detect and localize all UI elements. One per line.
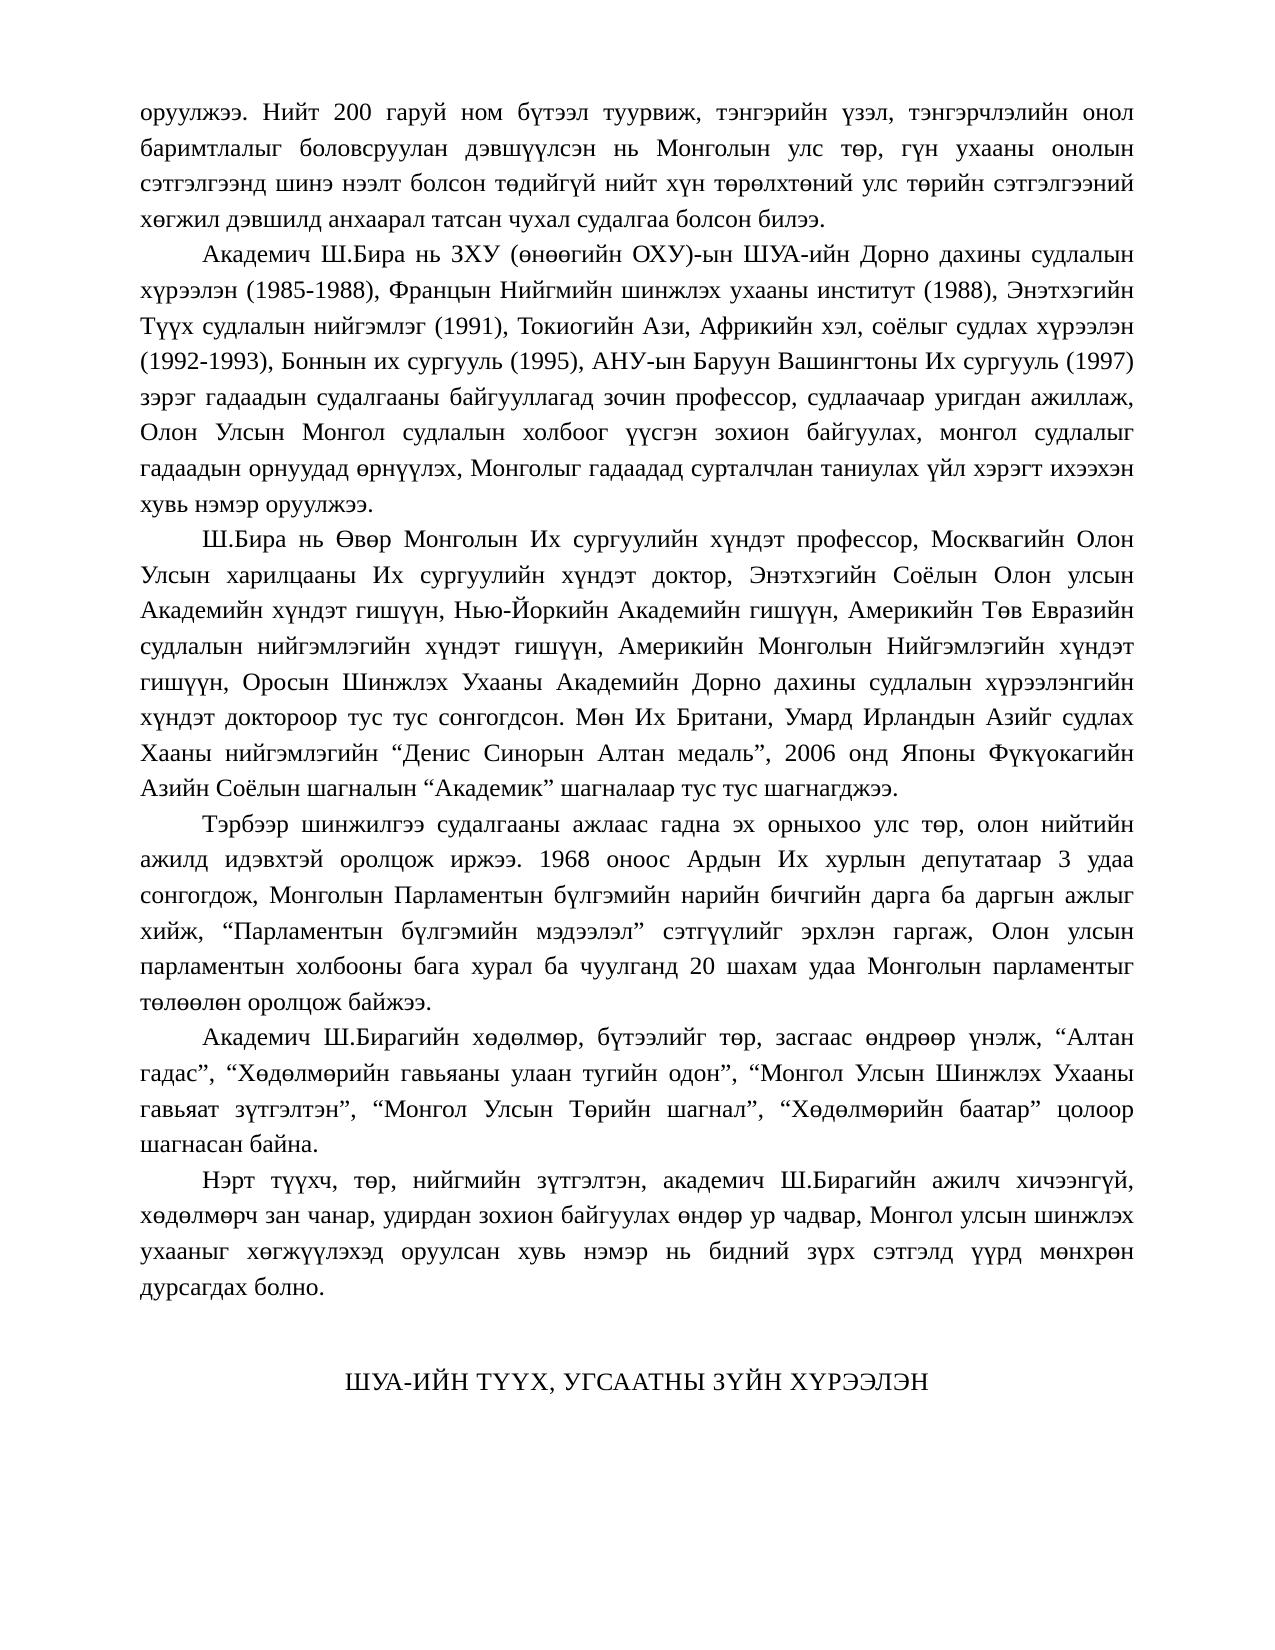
paragraph: оруулжээ. Нийт 200 гаруй ном бүтээл туурвиж, тэнгэрийн үзэл, тэнгэрчлэлийн онол баримтлалыг боловсруулан дэвшүүлсэн нь Монголын улс төр, гүн ухааны онолын сэтгэлгээнд шинэ нээлт болсон төдийгүй нийт хүн төрөлхтөний улс төрийн сэтгэлгээний хөгжил дэвшилд анхаарал татсан чухал судалгаа болсон билээ. xyxy=(140,97,1134,233)
paragraph: Академич Ш.Бира нь ЗХУ (өнөөгийн ОХУ)-ын ШУА-ийн Дорно дахины судлалын хүрээлэн (1985-1988), Францын Нийгмийн шинжлэх ухааны институт (1988), Энэтхэгийн Түүх судлалын нийгэмлэг (1991), Токиогийн Ази, Африкийн хэл, соёлыг судлах хүрээлэн (1992-1993), Боннын их сургууль (1995), АНУ-ын Баруун Вашингтоны Их сургууль (1997) зэрэг гадаадын судалгааны байгууллагад зочин профессор, судлаачаар уригдан ажиллаж, Олон Улсын Монгол судлалын холбоог үүсгэн зохион байгуулах, монгол судлалыг гадаадын орнуудад өрнүүлэх, Монголыг гадаадад сурталчлан таниулах үйл хэрэгт ихээхэн хувь нэмэр оруулжээ. xyxy=(140,239,1134,518)
paragraph: Тэрбээр шинжилгээ судалгааны ажлаас гадна эх орныхоо улс төр, олон нийтийн ажилд идэвхтэй оролцож иржээ. 1968 оноос Ардын Их хурлын депутатаар 3 удаа сонгогдож, Монголын Парламентын бүлгэмийн нарийн бичгийн дарга ба даргын ажлыг хийж, “Парламентын бүлгэмийн мэдээлэл” сэтгүүлийг эрхлэн гаргаж, Олон улсын парламентын холбооны бага хурал ба чуулганд 20 шахам удаа Монголын парламентыг төлөөлөн оролцож байжээ. xyxy=(140,808,1134,1016)
paragraph: Ш.Бира нь Өвөр Монголын Их сургуулийн хүндэт профессор, Москвагийн Олон Улсын харилцааны Их сургуулийн хүндэт доктор, Энэтхэгийн Соёлын Олон улсын Академийн хүндэт гишүүн, Нью-Йоркийн Академийн гишүүн, Америкийн Төв Евразийн судлалын нийгэмлэгийн хүндэт гишүүн, Америкийн Монголын Нийгэмлэгийн хүндэт гишүүн, Оросын Шинжлэх Ухааны Академийн Дорно дахины судлалын хүрээлэнгийн хүндэт доктороор тус тус сонгогдсон. Мөн Их Британи, Умард Ирландын Азийг судлах Хааны нийгэмлэгийн “Денис Синорын Алтан медаль”, 2006 онд Японы Фүкүокагийн Азийн Соёлын шагналын “Академик” шагналаар тус тус шагнагджээ. xyxy=(140,524,1134,803)
paragraph: Нэрт түүхч, төр, нийгмийн зүтгэлтэн, академич Ш.Бирагийн ажилч хичээнгүй, хөдөлмөрч зан чанар, удирдан зохион байгуулах өндөр ур чадвар, Монгол улсын шинжлэх ухааныг хөгжүүлэхэд оруулсан хувь нэмэр нь бидний зүрх сэтгэлд үүрд мөнхрөн дурсагдах болно. xyxy=(140,1164,1134,1301)
document-body xyxy=(140,94,1134,1304)
document-footer-heading: ШУА-ИЙН ТҮҮХ, УГСААТНЫ ЗҮЙН ХҮРЭЭЛЭН xyxy=(344,1367,930,1397)
paragraph: Академич Ш.Бирагийн хөдөлмөр, бүтээлийг төр, засгаас өндрөөр үнэлж, “Алтан гадас”, “Хөдөлмөрийн гавьяаны улаан тугийн одон”, “Монгол Улсын Шинжлэх Ухааны гавьяат зүтгэлтэн”, “Монгол Улсын Төрийн шагнал”, “Хөдөлмөрийн баатар” цолоор шагнасан байна. xyxy=(140,1022,1134,1159)
